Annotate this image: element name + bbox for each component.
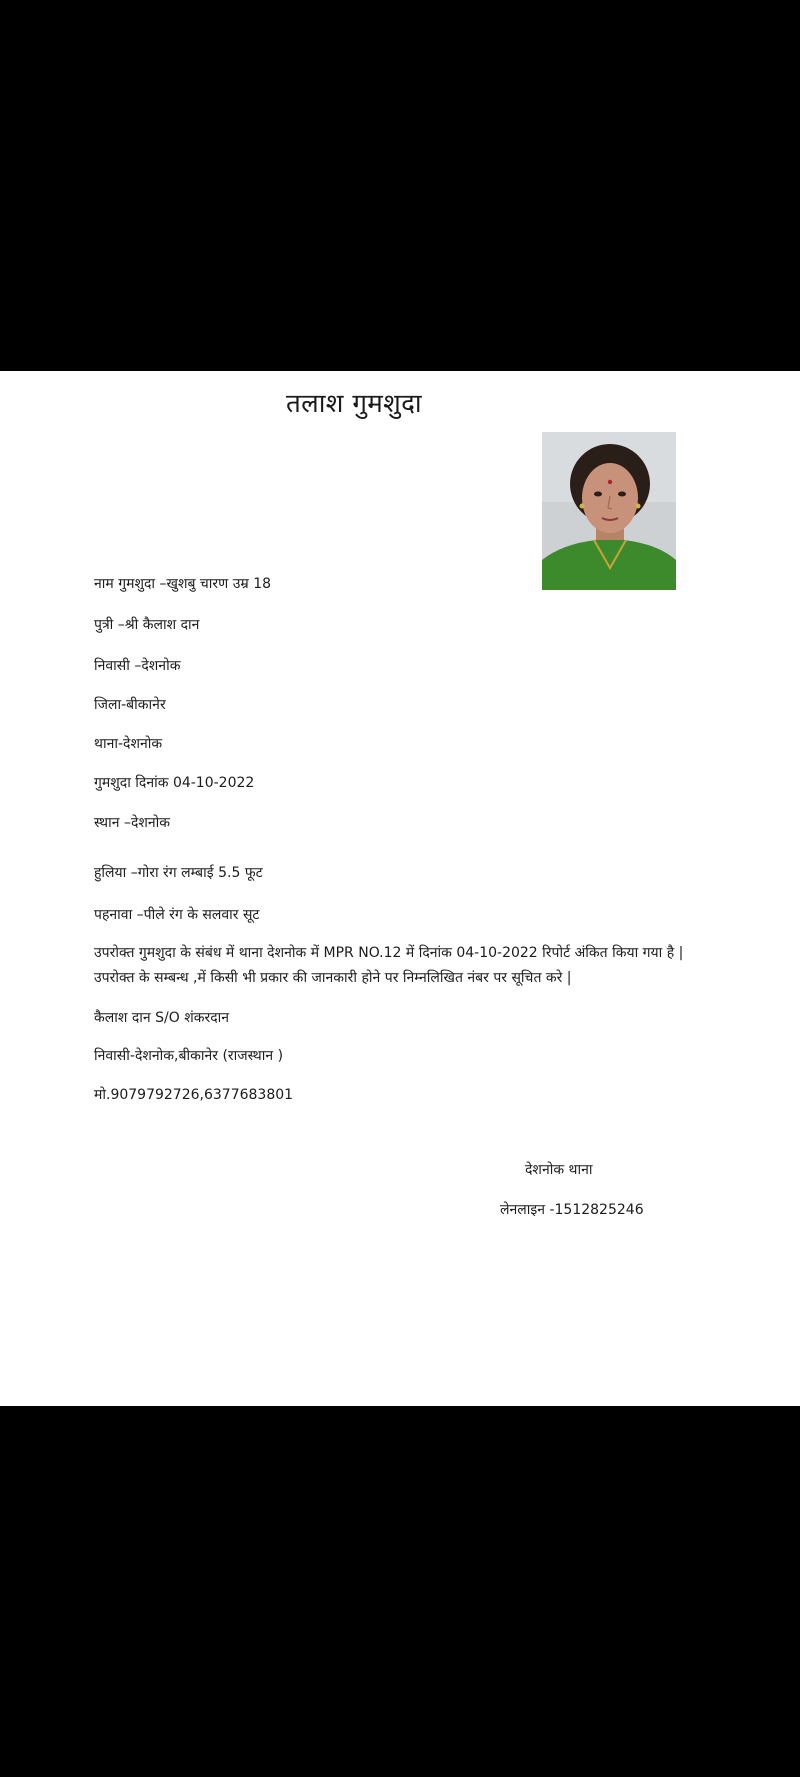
contact-person: कैलाश दान S/O शंकरदान [94, 1010, 230, 1026]
field-police-station: थाना-देशनोक [94, 736, 163, 752]
report-line-1: उपरोक्त गुमशुदा के संबंध में थाना देशनोक में MPR NO.12 में दिनांक 04-10-2022 रिपोर्ट अंकित किया गया है | [94, 945, 684, 961]
field-resident: निवासी –देशनोक [94, 658, 181, 674]
report-paragraph [94, 941, 683, 991]
field-district: जिला-बीकानेर [94, 697, 166, 713]
top-black-band [0, 0, 800, 371]
field-name-age: नाम गुमशुदा –खुशबु चारण उम्र 18 [94, 576, 272, 592]
notice-title: तलाश गुमशुदा [286, 389, 422, 419]
bottom-black-band [0, 1406, 800, 1777]
contact-address: निवासी-देशनोक,बीकानेर (राजस्थान ) [94, 1048, 284, 1064]
field-place: स्थान –देशनोक [94, 815, 171, 831]
field-appearance: हुलिया –गोरा रंग लम्बाई 5.5 फूट [94, 865, 263, 881]
portrait-image [542, 432, 676, 590]
contact-mobile: मो.9079792726,6377683801 [94, 1087, 294, 1103]
field-father: पुत्री –श्री कैलाश दान [94, 617, 200, 633]
footer-station: देशनोक थाना [525, 1162, 593, 1178]
field-missing-date: गुमशुदा दिनांक 04-10-2022 [94, 775, 255, 791]
missing-person-photo [542, 432, 676, 590]
footer-landline: लेनलाइन -1512825246 [500, 1202, 644, 1218]
field-clothing: पहनावा –पीले रंग के सलवार सूट [94, 907, 260, 923]
missing-person-notice [0, 371, 800, 1406]
report-line-2: उपरोक्त के सम्बन्ध ,में किसी भी प्रकार की जानकारी होने पर निम्नलिखित नंबर पर सूचित करे | [94, 970, 572, 986]
